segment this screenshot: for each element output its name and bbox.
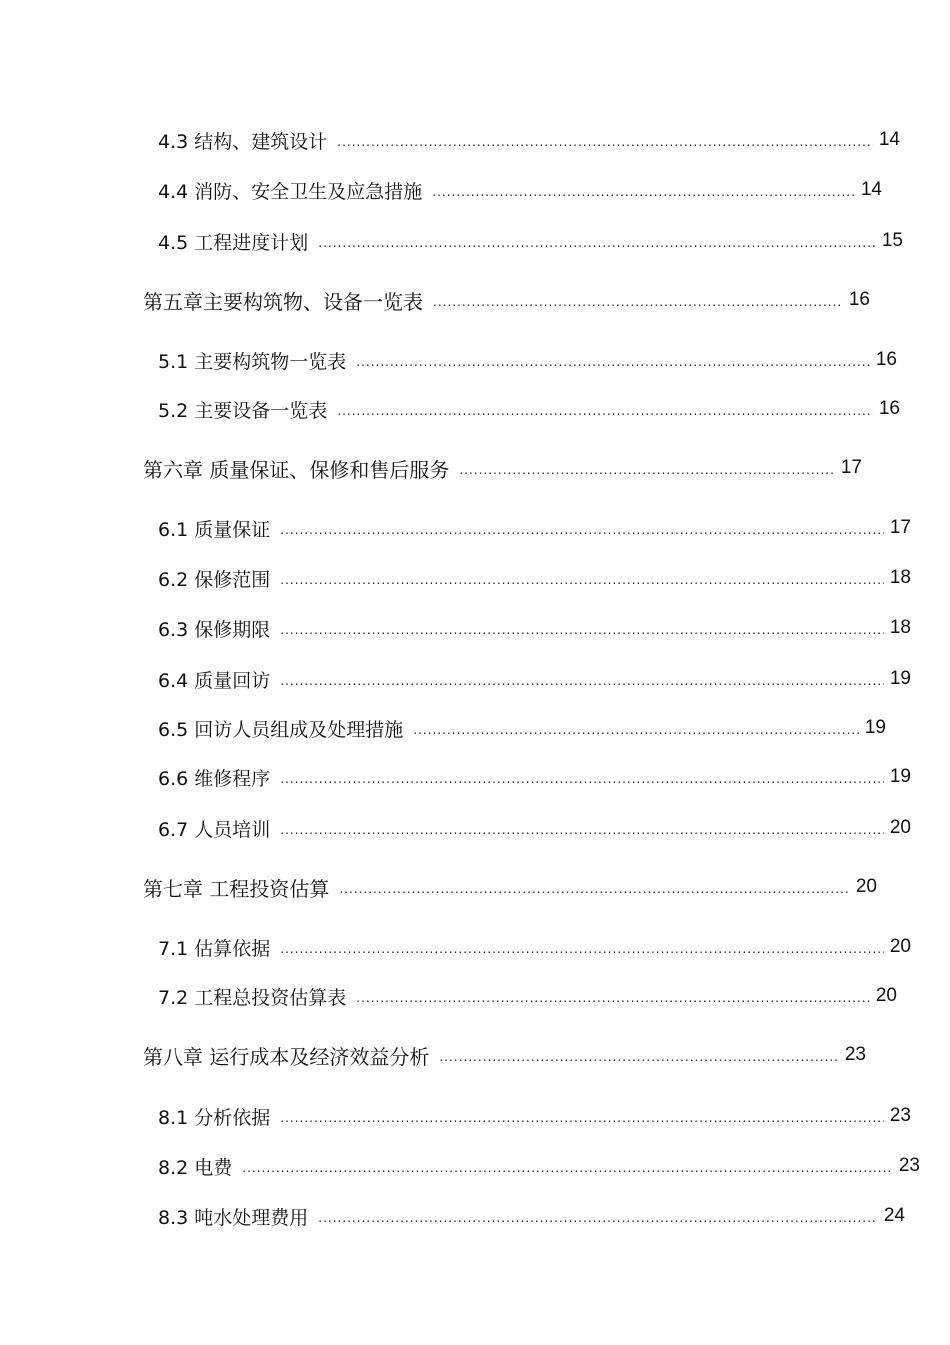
dot-leader [318, 1201, 878, 1231]
toc-chapter [143, 453, 862, 483]
toc-entry-page: 23 [844, 1044, 866, 1065]
toc-entry-page: 16 [848, 289, 870, 310]
toc-entry-page: 14 [860, 179, 882, 200]
toc-entry-page: 24 [883, 1205, 905, 1226]
toc-entry-label: 8.1 分析依据 [158, 1106, 271, 1129]
toc-entry-page: 23 [889, 1105, 911, 1126]
toc-entry-page: 19 [889, 668, 911, 689]
dot-leader [280, 563, 884, 593]
dot-leader [439, 1040, 839, 1070]
dot-leader [280, 762, 884, 792]
toc-entry [158, 664, 911, 694]
dot-leader [280, 513, 884, 543]
dot-leader [242, 1151, 893, 1181]
toc-entry-page: 15 [881, 230, 903, 251]
toc-entry-page: 17 [889, 517, 911, 538]
toc-entry-label: 5.2 主要设备一览表 [158, 399, 328, 422]
dot-leader [280, 613, 884, 643]
toc-entry-page: 20 [889, 936, 911, 957]
toc-entry-page: 19 [889, 766, 911, 787]
toc-entry-label: 6.6 维修程序 [158, 767, 271, 790]
dot-leader [280, 664, 884, 694]
toc-entry-label: 4.4 消防、安全卫生及应急措施 [158, 180, 423, 203]
toc-entry-label: 6.3 保修期限 [158, 618, 271, 641]
dot-leader [280, 932, 884, 962]
toc-chapter [143, 1040, 866, 1070]
toc-entry [158, 1101, 911, 1131]
dot-leader [339, 872, 850, 902]
toc-entry-label: 6.1 质量保证 [158, 518, 271, 541]
toc-entry-label: 第八章 运行成本及经济效益分析 [143, 1044, 430, 1069]
toc-entry-label: 第五章主要构筑物、设备一览表 [143, 289, 423, 314]
dot-leader [356, 345, 870, 375]
toc-entry-label: 6.2 保修范围 [158, 568, 271, 591]
dot-leader [413, 713, 859, 743]
toc-entry [158, 1201, 905, 1231]
toc-entry [158, 981, 897, 1011]
toc-entry-page: 14 [878, 129, 900, 150]
toc-entry-label: 第七章 工程投资估算 [143, 876, 330, 901]
dot-leader [356, 981, 870, 1011]
toc-entry-page: 16 [875, 349, 897, 370]
toc-entry [158, 813, 911, 843]
toc-entry [158, 125, 900, 155]
toc-entry-page: 16 [878, 398, 900, 419]
toc-entry-page: 20 [875, 985, 897, 1006]
toc-entry [158, 345, 897, 375]
toc-entry-label: 8.3 吨水处理费用 [158, 1206, 309, 1229]
toc-entry-label: 4.3 结构、建筑设计 [158, 130, 328, 153]
toc-entry-label: 5.1 主要构筑物一览表 [158, 350, 347, 373]
toc-entry [158, 563, 911, 593]
toc-entry [158, 1151, 920, 1181]
dot-leader [280, 813, 884, 843]
dot-leader [318, 226, 876, 256]
toc-entry-label: 8.2 电费 [158, 1156, 233, 1179]
toc-chapter [143, 872, 877, 902]
toc-entry [158, 394, 900, 424]
toc-entry [158, 932, 911, 962]
dot-leader [337, 125, 873, 155]
toc-entry-page: 18 [889, 617, 911, 638]
dot-leader [459, 453, 835, 483]
toc-entry-label: 6.5 回访人员组成及处理措施 [158, 718, 404, 741]
toc-entry-page: 18 [889, 567, 911, 588]
toc-entry-page: 20 [855, 876, 877, 897]
toc-entry-page: 23 [898, 1155, 920, 1176]
toc-entry-label: 4.5 工程进度计划 [158, 231, 309, 254]
dot-leader [432, 175, 855, 205]
toc-entry [158, 762, 911, 792]
toc-chapter [143, 285, 870, 315]
dot-leader [280, 1101, 884, 1131]
toc-entry-label: 7.1 估算依据 [158, 937, 271, 960]
dot-leader [337, 394, 873, 424]
toc-entry [158, 713, 886, 743]
toc-entry-page: 17 [840, 457, 862, 478]
toc-entry [158, 226, 903, 256]
toc-entry-label: 6.7 人员培训 [158, 818, 271, 841]
toc-entry [158, 613, 911, 643]
toc-entry-page: 20 [889, 817, 911, 838]
toc-entry [158, 175, 882, 205]
toc-entry-label: 第六章 质量保证、保修和售后服务 [143, 457, 450, 482]
toc-entry-page: 19 [864, 717, 886, 738]
toc-entry [158, 513, 911, 543]
toc-entry-label: 6.4 质量回访 [158, 669, 271, 692]
toc-entry-label: 7.2 工程总投资估算表 [158, 986, 347, 1009]
dot-leader [433, 285, 843, 315]
